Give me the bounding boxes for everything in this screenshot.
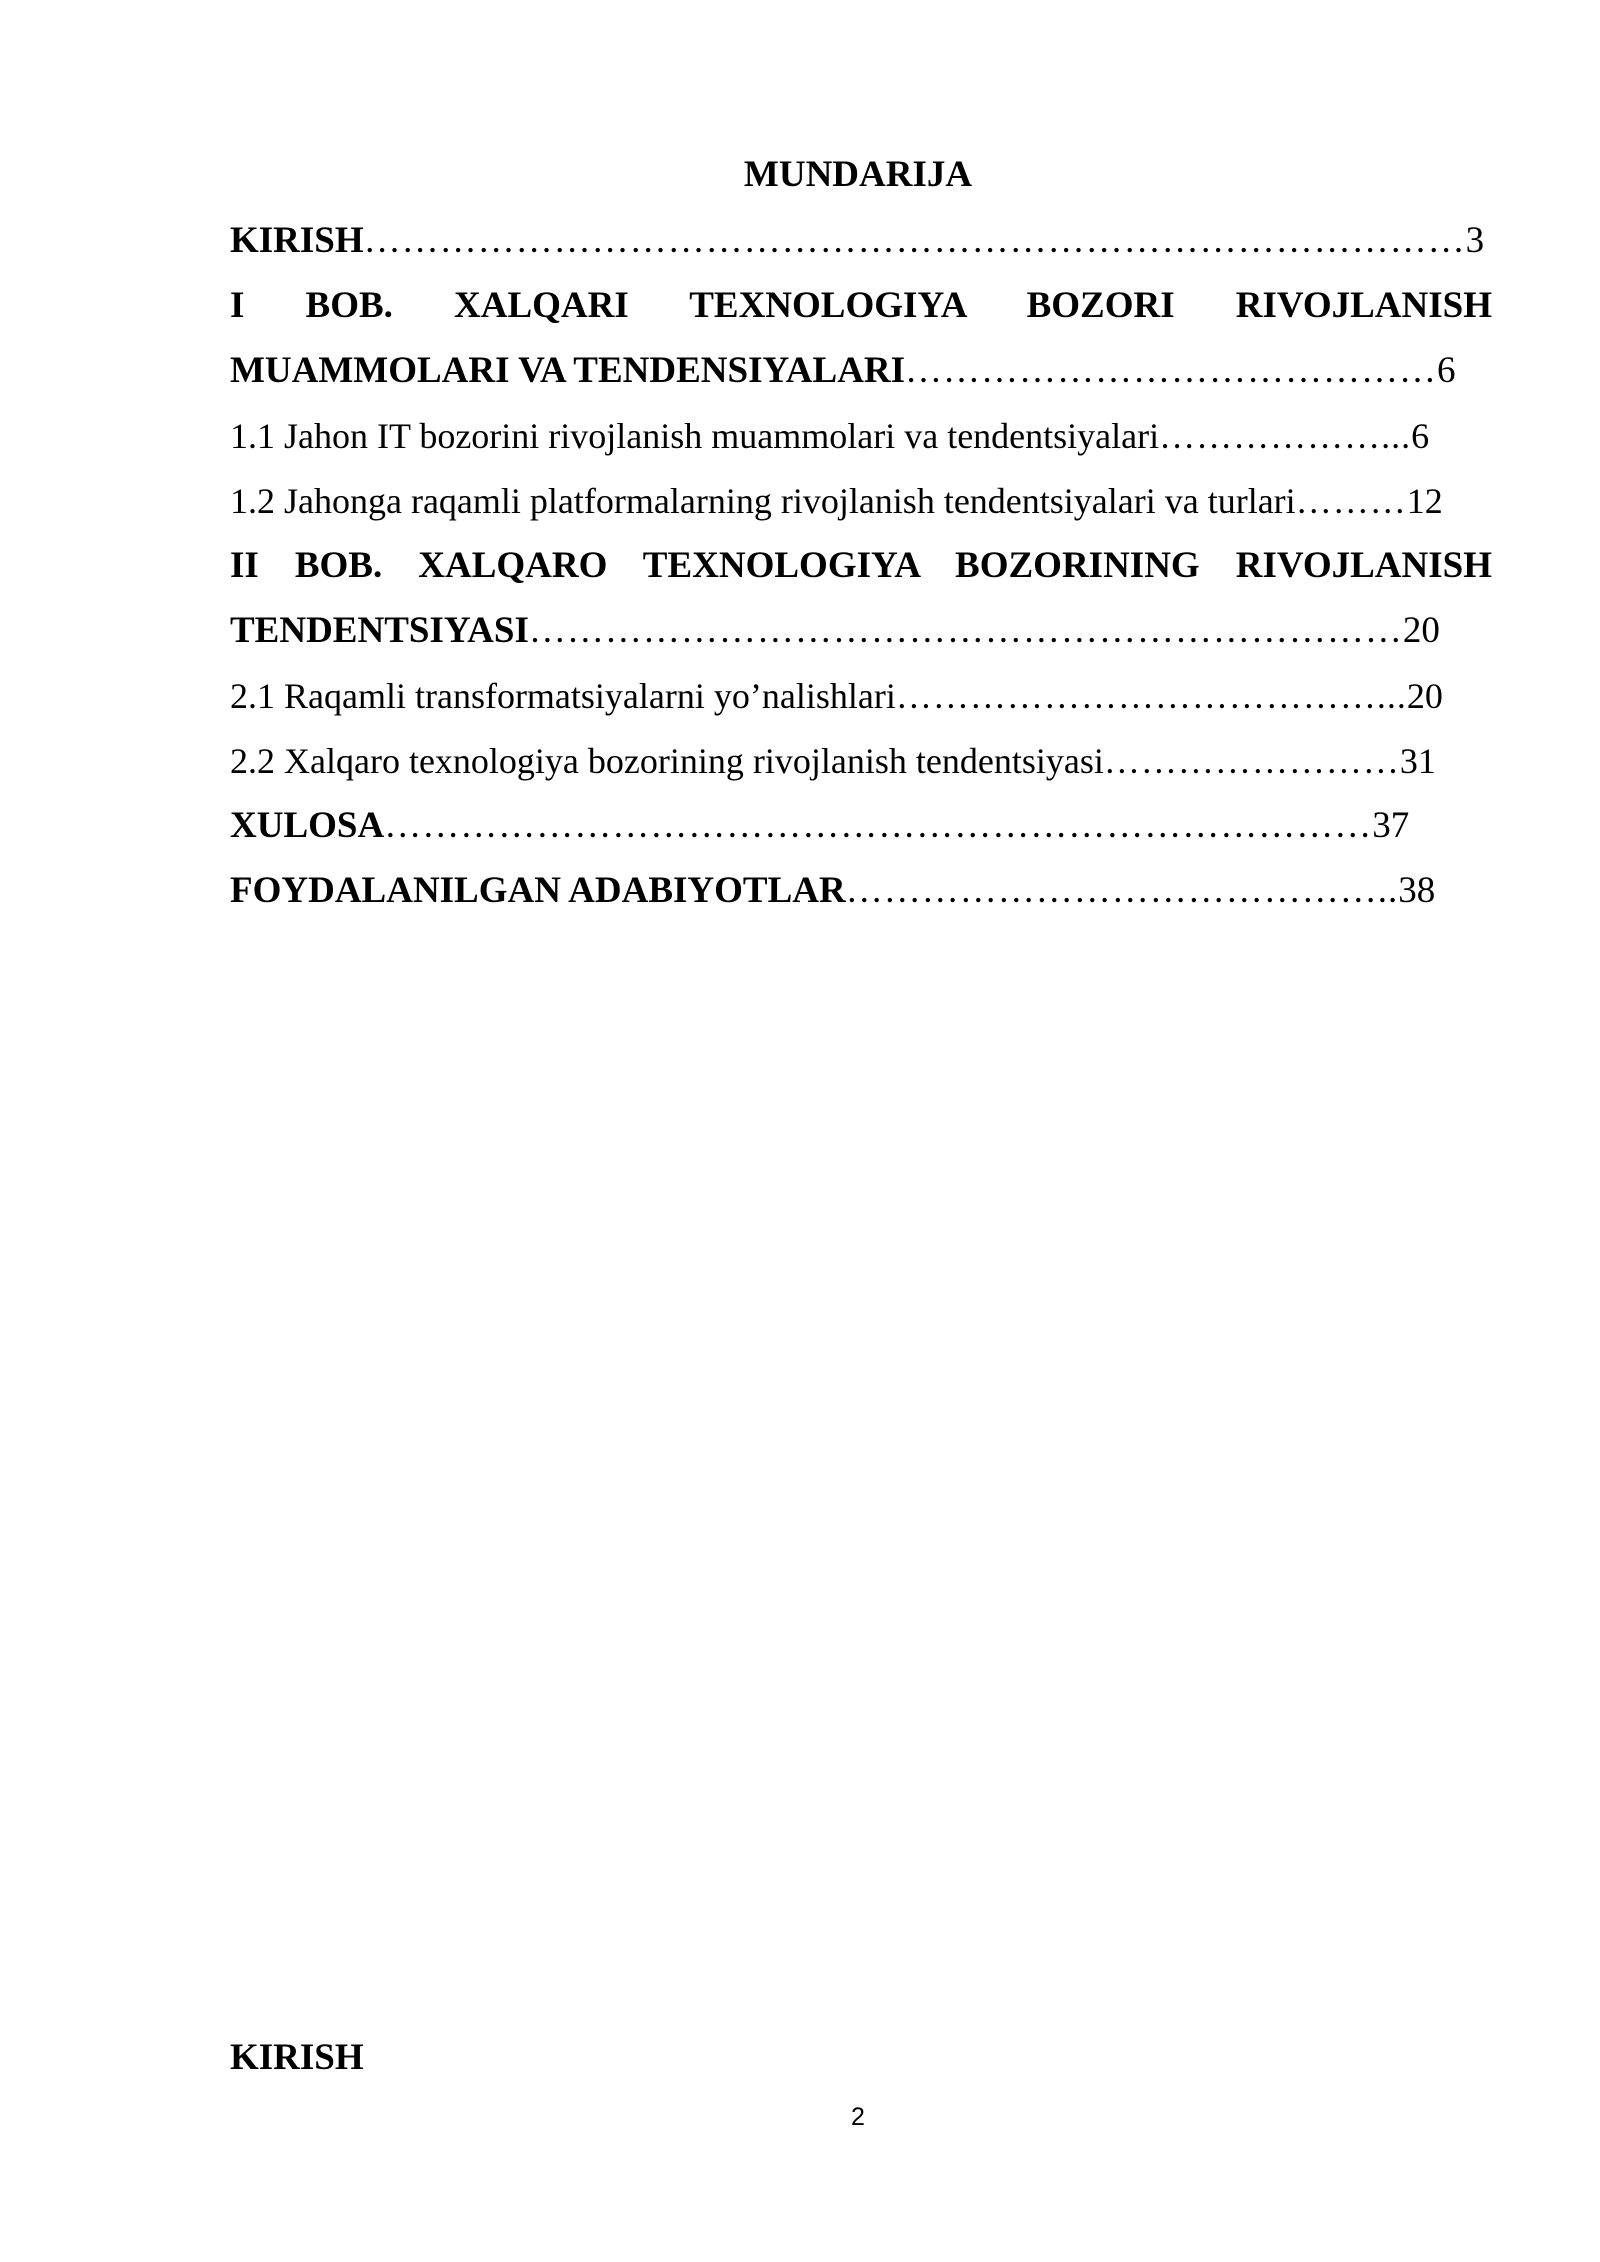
toc-entry[interactable] (230, 410, 1492, 475)
toc-page-number: 6 (1437, 350, 1456, 391)
toc-leader-dots: …………………………………….. (845, 870, 1399, 911)
toc-entry-label: MUAMMOLARI VA TENDENSIYALARI (230, 350, 906, 391)
toc-entry-label: 2.2 Xalqaro texnologiya bozorining rivojlanish tendentsiyasi (230, 741, 1104, 781)
section-heading: KIRISH (230, 2037, 364, 2078)
toc-entry[interactable] (230, 280, 1492, 345)
toc-entry[interactable] (230, 800, 1492, 865)
toc-page-number: 3 (1465, 220, 1485, 261)
toc-entry[interactable] (230, 735, 1492, 800)
toc-entry-label: KIRISH (230, 220, 364, 261)
page-number: 2 (851, 2103, 865, 2131)
toc-leader-dots: ………………... (1159, 416, 1412, 456)
toc-entry-label: 2.1 Raqamli transformatsiyalarni yo’nalishlari (230, 676, 896, 716)
toc-entry[interactable] (230, 475, 1492, 540)
toc-leader-dots: …………………… (1103, 741, 1400, 781)
toc-entry[interactable] (230, 345, 1492, 410)
toc-entry-label: FOYDALANILGAN ADABIYOTLAR (230, 870, 846, 911)
toc-leader-dots: …………………………………………………………… (528, 610, 1403, 651)
table-of-contents (230, 215, 1492, 930)
toc-entry[interactable] (230, 670, 1492, 735)
toc-entry[interactable] (230, 865, 1492, 930)
toc-page-number: 38 (1398, 870, 1436, 911)
toc-leader-dots: …………………………………… (905, 350, 1438, 391)
toc-leader-dots: …………………………………………………………………………… (363, 220, 1466, 261)
toc-page-number: 20 (1406, 676, 1443, 716)
toc-entry[interactable] (230, 215, 1492, 280)
toc-entry[interactable] (230, 540, 1492, 605)
toc-title: MUNDARIJA (743, 154, 973, 195)
toc-page-number: 20 (1402, 610, 1440, 651)
toc-leader-dots: …………………………………………………………………… (384, 805, 1373, 846)
toc-page-number: 12 (1406, 481, 1443, 521)
toc-entry-label: TENDENTSIYASI (230, 610, 529, 651)
toc-entry-label: I BOB. XALQARI TEXNOLOGIYA BOZORI RIVOJLANISH (230, 285, 1492, 326)
toc-page-number: 37 (1372, 805, 1410, 846)
toc-entry[interactable] (230, 605, 1492, 670)
toc-page-number: 31 (1399, 741, 1436, 781)
toc-entry-label: 1.2 Jahonga raqamli platformalarning rivojlanish tendentsiyalari va turlari (230, 481, 1296, 521)
toc-page-number: 6 (1411, 416, 1430, 456)
toc-leader-dots: …………………………………... (895, 676, 1407, 716)
toc-leader-dots: ……… (1295, 481, 1407, 521)
toc-entry-label: II BOB. XALQARO TEXNOLOGIYA BOZORINING RIVOJLANISH (230, 545, 1492, 586)
toc-entry-label: 1.1 Jahon IT bozorini rivojlanish muammolari va tendentsiyalari (230, 416, 1160, 456)
toc-entry-label: XULOSA (230, 805, 385, 846)
